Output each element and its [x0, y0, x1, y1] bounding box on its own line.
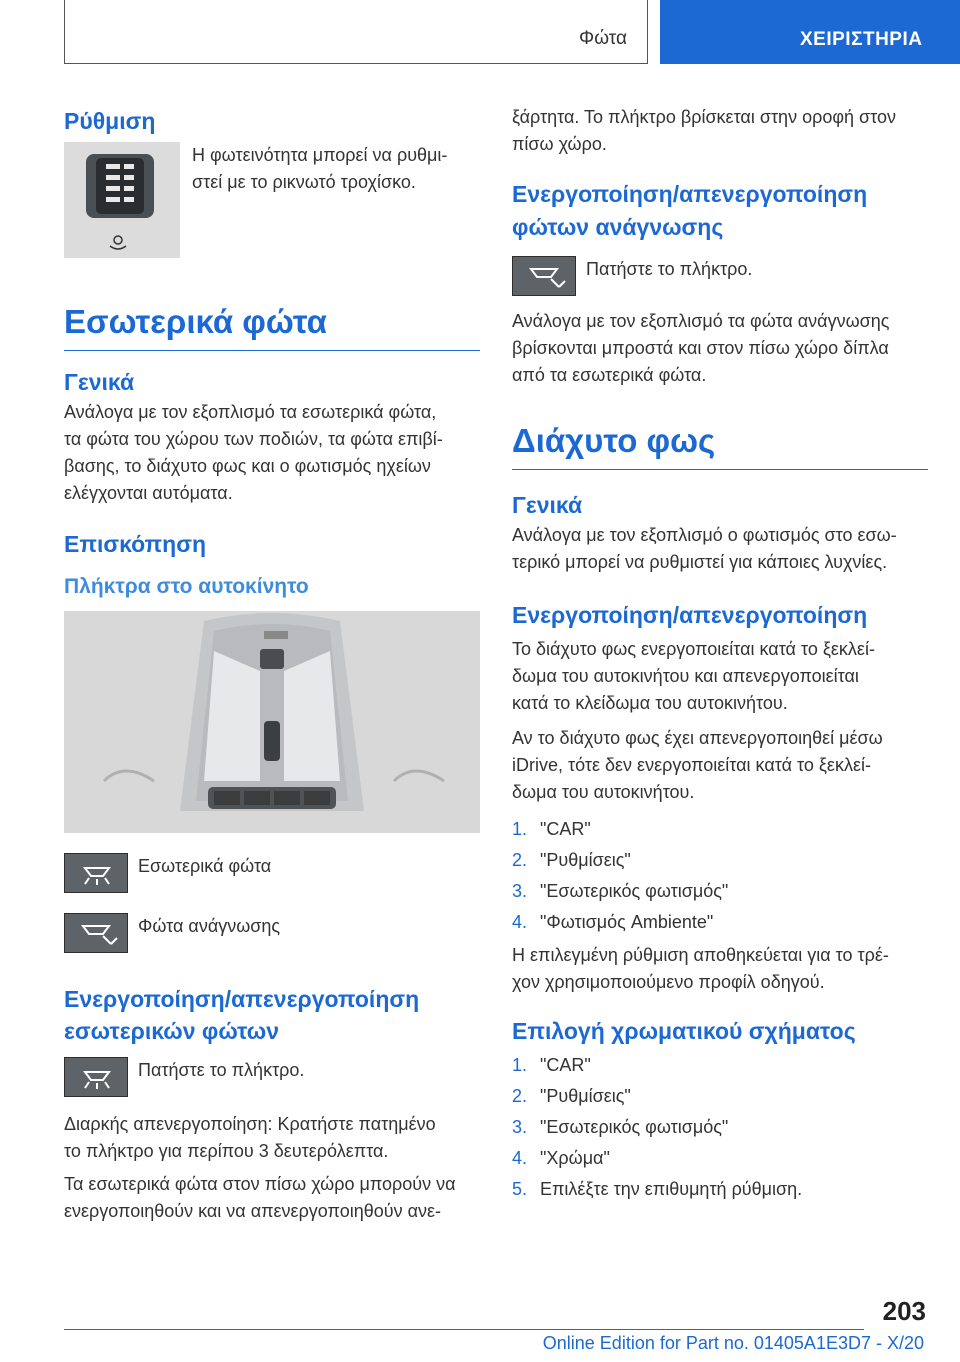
interior-light-icon [64, 853, 128, 893]
reading-light-button-icon [512, 256, 576, 296]
ambient-steps-list [512, 814, 928, 938]
page-number: 203 [882, 1296, 926, 1326]
interior-press-text: Πατήστε το πλήκτρο. [138, 1060, 305, 1080]
interior-rear-text: Τα εσωτερικά φώτα στον πίσω χώρο μπορούν να ενεργοποιηθούν και να απενεργοποιηθούν ανε- [64, 1174, 456, 1221]
heading-rythmisi: Ρύθμιση [64, 108, 156, 134]
heading-ambient-activation: Ενεργοποίηση/απενεργοποίηση [512, 602, 868, 628]
header-section-title: Φώτα [579, 28, 627, 49]
footer-edition: Online Edition for Part no. 01405A1E3D7 - X/20 [542, 1333, 924, 1353]
legend-label-reading: Φώτα ανάγνωσης [138, 916, 281, 936]
left-column [64, 100, 480, 1225]
heading-buttons-in-car: Πλήκτρα στο αυτοκίνητο [64, 575, 309, 598]
footer-divider [64, 1329, 864, 1330]
color-steps-list [512, 1050, 928, 1205]
brightness-text: Η φωτεινότητα μπορεί να ρυθμι- στεί με το ρικνωτό τροχίσκο. [192, 145, 448, 192]
heading-episkopisi: Επισκόπηση [64, 531, 206, 557]
legend-row-reading [64, 913, 480, 953]
ambient-unlock-text: Το διάχυτο φως ενεργοποιείται κατά το ξεκλεί- δωμα του αυτοκινήτου και απενεργοποιείται κατά το κλείδωμα του αυτοκινήτου. [512, 639, 875, 713]
reading-light-icon [64, 913, 128, 953]
list-item: 1. "CAR" [512, 819, 591, 839]
genika-text-right: Ανάλογα με τον εξοπλισμό ο φωτισμός στο εσω- τερικό μπορεί να ρυθμιστεί για κάποιες λυχνίες. [512, 525, 897, 572]
header-chapter-tab[interactable]: ΧΕΙΡΙΣΤΗΡΙΑ [660, 0, 960, 64]
list-item: 2. "Ρυθμίσεις" [512, 850, 631, 870]
list-item: 3. "Εσωτερικός φωτισμός" [512, 881, 729, 901]
header-frame [64, 0, 648, 64]
heading-interior-lights: Εσωτερικά φώτα [64, 302, 480, 351]
rear-continuation-text: ξάρτητα. Το πλήκτρο βρίσκεται στην οροφή στον πίσω χώρο. [512, 107, 896, 154]
brightness-control-row [64, 142, 480, 258]
thumbwheel-image [64, 142, 180, 258]
right-column [512, 104, 928, 1205]
roof-console-image [64, 611, 480, 833]
interior-off-text: Διαρκής απενεργοποίηση: Κρατήστε πατημένο το πλήκτρο για περίπου 3 δευτερόλεπτα. [64, 1114, 436, 1161]
list-item: 3. "Εσωτερικός φωτισμός" [512, 1117, 729, 1137]
interior-light-button-icon [64, 1057, 128, 1097]
legend-label-interior: Εσωτερικά φώτα [138, 856, 272, 876]
list-item: 5. Επιλέξτε την επιθυμητή ρύθμιση. [512, 1179, 803, 1199]
heading-genika-right: Γενικά [512, 492, 583, 518]
ambient-profile-note: Η επιλεγμένη ρύθμιση αποθηκεύεται για το τρέ- χον χρησιμοποιούμενο προφίλ οδηγού. [512, 945, 889, 992]
reading-press-row [512, 256, 928, 296]
heading-reading-on-off: Ενεργοποίηση/απενεργοποίηση φώτων ανάγνωσης [512, 181, 868, 240]
list-item: 4. "Χρώμα" [512, 1148, 610, 1168]
heading-interior-on-off: Ενεργοποίηση/απενεργοποίηση εσωτερικών φώτων [64, 986, 420, 1044]
reading-press-text: Πατήστε το πλήκτρο. [586, 259, 753, 279]
genika-text-left: Ανάλογα με τον εξοπλισμό τα εσωτερικά φώτα, τα φώτα του χώρου των ποδιών, τα φώτα επιβί- βασης, το διάχυτο φως και ο φωτισμός ηχείων ελέγχονται αυτόματα. [64, 402, 443, 503]
heading-genika-left: Γενικά [64, 369, 135, 395]
list-item: 1. "CAR" [512, 1055, 591, 1075]
list-item: 4. "Φωτισμός Ambiente" [512, 912, 714, 932]
list-item: 2. "Ρυθμίσεις" [512, 1086, 631, 1106]
heading-color-scheme: Επιλογή χρωματικού σχήματος [512, 1018, 856, 1044]
ambient-idrive-text: Αν το διάχυτο φως έχει απενεργοποιηθεί μέσω iDrive, τότε δεν ενεργοποιείται κατά το ξεκλεί- δωμα του αυτοκινήτου. [512, 728, 883, 802]
legend-row-interior [64, 853, 480, 893]
interior-press-row [64, 1057, 480, 1097]
heading-ambient-light: Διάχυτο φως [512, 421, 928, 470]
reading-text: Ανάλογα με τον εξοπλισμό τα φώτα ανάγνωσης βρίσκονται μπροστά και στον πίσω χώρο δίπλα από τα εσωτερικά φώτα. [512, 311, 890, 385]
